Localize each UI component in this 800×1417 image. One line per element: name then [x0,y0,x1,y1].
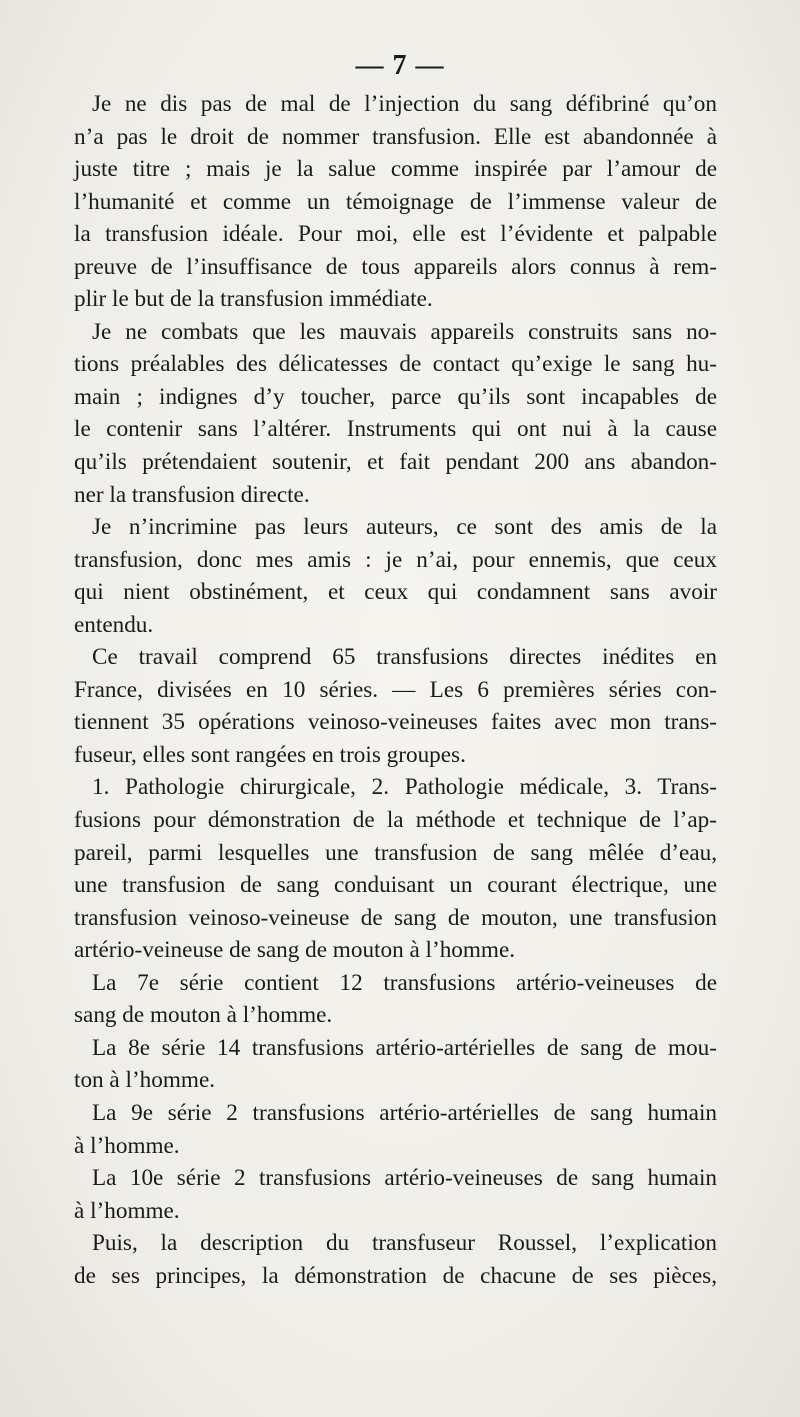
text-line: qui nient obstinément, et ceux qui condamnent sans avoir [74,579,717,606]
text-line: Je n’incrimine pas leurs auteurs, ce sont des amis de la [92,514,717,541]
text-line: Ce travail comprend 65 transfusions directes inédites en [92,644,717,671]
text-line: le contenir sans l’altérer. Instruments qui ont nui à la cause [74,416,717,443]
text-line: 1. Pathologie chirurgicale, 2. Pathologie médicale, 3. Trans- [92,774,717,801]
text-line: à l’homme. [74,1197,180,1224]
paragraph [74,88,717,316]
text-line: juste titre ; mais je la salue comme inspirée par l’amour de [74,156,717,183]
text-line: à l’homme. [74,1132,180,1159]
text-line: main ; indignes d’y toucher, parce qu’ils sont incapables de [74,383,717,410]
text-line: qu’ils prétendaient soutenir, et fait pendant 200 ans abandon- [74,449,717,476]
paragraph [74,967,717,1032]
text-line: La 8e série 14 transfusions artério-artérielles de sang de mou- [92,1034,717,1061]
text-line: fuseur, elles sont rangées en trois groupes. [74,741,466,768]
text-line: Je ne dis pas de mal de l’injection du sang défibriné qu’on [92,91,717,117]
text-line: tiennent 35 opérations veinoso-veineuses faites avec mon trans- [74,709,717,736]
text-line: de ses principes, la démonstration de chacune de ses pièces, [74,1262,717,1289]
text-line: plir le but de la transfusion immédiate. [74,286,433,313]
paragraph [74,316,717,511]
paragraph [74,1162,717,1227]
text-line: La 10e série 2 transfusions artério-veineuses de sang humain [92,1165,717,1192]
paragraph [74,1227,717,1292]
paragraph [74,511,717,641]
text-line: La 9e série 2 transfusions artério-artérielles de sang humain [92,1099,717,1126]
text-line: ner la transfusion directe. [74,481,310,508]
paragraph [74,1097,717,1162]
text-line: preuve de l’insuffisance de tous appareils alors connus à rem- [74,253,717,280]
text-line: n’a pas le droit de nommer transfusion. Elle est abandonnée à [74,123,717,150]
page-number: — 7 — [355,50,445,81]
text-line: pareil, parmi lesquelles une transfusion de sang mêlée d’eau, [74,839,717,866]
text-line: la transfusion idéale. Pour moi, elle est l’évidente et palpable [74,221,717,248]
text-line: transfusion, donc mes amis : je n’ai, pour ennemis, que ceux [74,546,717,573]
text-line: Je ne combats que les mauvais appareils construits sans no- [92,318,717,345]
text-line: l’humanité et comme un témoignage de l’immense valeur de [74,188,717,215]
text-line: ton à l’homme. [74,1067,216,1094]
text-line: entendu. [74,611,154,638]
text-line: Puis, la description du transfuseur Roussel, l’explication [92,1230,717,1257]
paragraph [74,1032,717,1097]
text-line: sang de mouton à l’homme. [74,1002,333,1029]
text-line: La 7e série contient 12 transfusions artério-veineuses de [92,969,717,996]
text-line: artério-veineuse de sang de mouton à l’homme. [74,937,516,964]
text-line: fusions pour démonstration de la méthode et technique de l’ap- [74,807,717,834]
text-line: une transfusion de sang conduisant un courant électrique, une [74,872,717,899]
text-line: France, divisées en 10 séries. — Les 6 premières séries con- [74,676,717,703]
paragraph [74,771,717,966]
text-line: transfusion veinoso-veineuse de sang de mouton, une transfusion [74,904,717,931]
text-line: tions préalables des délicatesses de contact qu’exige le sang hu- [74,351,717,378]
body-text [74,88,717,1292]
paragraph [74,641,717,771]
